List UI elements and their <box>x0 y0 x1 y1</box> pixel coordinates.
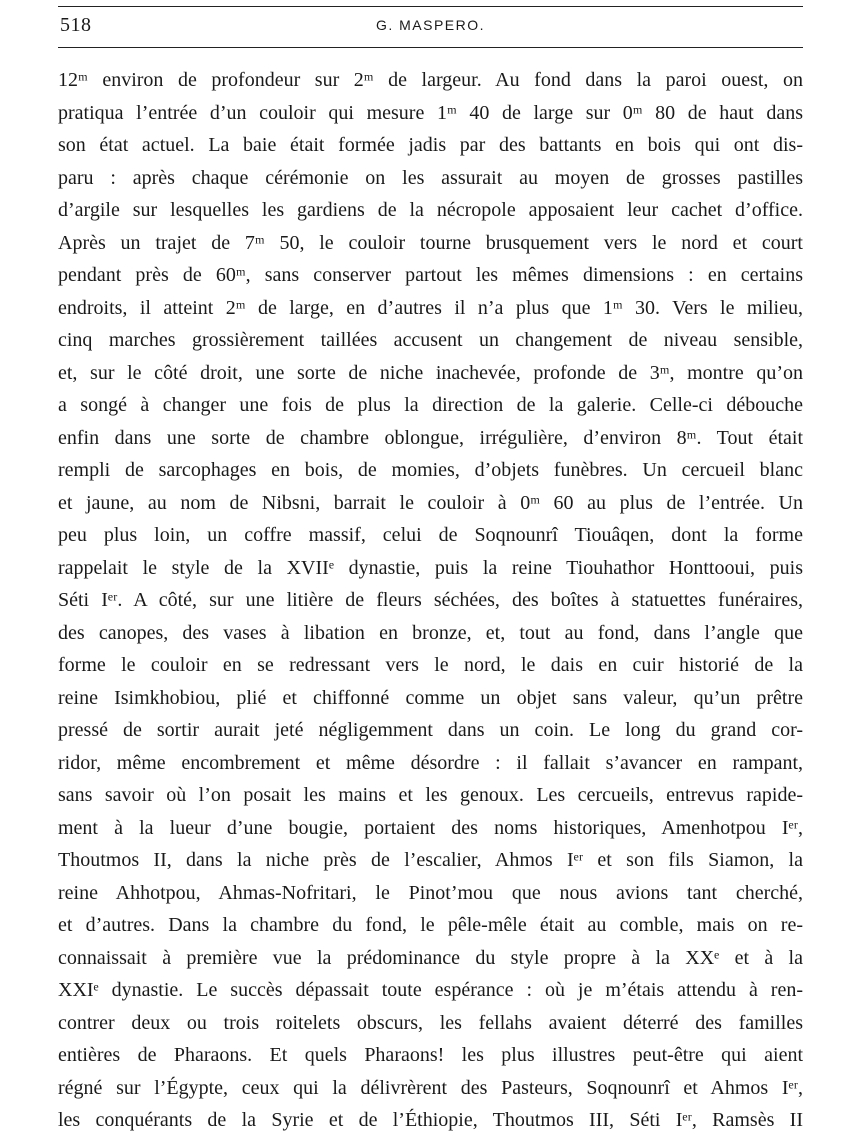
text-line <box>58 649 803 682</box>
text-line-content: entières de Pharaons. Et quels Pharaons! les plus illustres peut-être qui aient <box>58 1044 803 1066</box>
text-line <box>58 1104 803 1137</box>
text-line <box>58 877 803 910</box>
text-line-content: rappelait le style de la XVIIᵉ dynastie, puis la reine Tiouhathor Honttooui, puis <box>58 556 803 579</box>
text-line <box>58 389 803 422</box>
text-line-content: enfin dans une sorte de chambre oblongue, irrégulière, d’environ 8ᵐ. Tout était <box>58 426 803 449</box>
text-line-content: ridor, même encombrement et même désordre : il fallait s’avancer en rampant, <box>58 751 803 774</box>
text-line-content: rempli de sarcophages en bois, de momies, d’objets funèbres. Un cercueil blanc <box>58 459 803 481</box>
text-line <box>58 812 803 845</box>
text-line <box>58 747 803 780</box>
text-line <box>58 162 803 195</box>
text-line <box>58 324 803 357</box>
text-line-content: et d’autres. Dans la chambre du fond, le pêle-mêle était au comble, mais on re- <box>58 914 803 936</box>
text-line <box>58 617 803 650</box>
text-line <box>58 779 803 812</box>
text-line-content: et, sur le côté droit, une sorte de niche inachevée, profonde de 3ᵐ, montre qu’on <box>58 361 803 384</box>
text-line-content: a songé à changer une fois de plus la direction de la galerie. Celle-ci débouche <box>58 394 803 416</box>
text-line-content: reine Isimkhobiou, plié et chiffonné comme un objet sans valeur, qu’un prêtre <box>58 686 803 709</box>
text-line-content: Après un trajet de 7ᵐ 50, le couloir tourne brusquement vers le nord et court <box>58 231 803 254</box>
text-line <box>58 259 803 292</box>
text-line <box>58 974 803 1007</box>
text-line <box>58 97 803 130</box>
text-line <box>58 584 803 617</box>
text-line-content: Séti Iᵉʳ. A côté, sur une litière de fleurs séchées, des boîtes à statuettes funéraires, <box>58 589 803 611</box>
text-line-content: reine Ahhotpou, Ahmas-Nofritari, le Pinot’mou que nous avions tant cherché, <box>58 881 803 904</box>
text-line-content: des canopes, des vases à libation en bronze, et, tout au fond, dans l’angle que <box>58 621 803 644</box>
text-line <box>58 292 803 325</box>
text-line <box>58 1007 803 1040</box>
text-line-content: cinq marches grossièrement taillées accusent un changement de niveau sensible, <box>58 329 803 351</box>
text-line <box>58 194 803 227</box>
text-line-content: pratiqua l’entrée d’un couloir qui mesure 1ᵐ 40 de large sur 0ᵐ 80 de haut dans <box>58 101 803 124</box>
page-number: 518 <box>60 14 92 36</box>
text-line <box>58 487 803 520</box>
text-line-content: les conquérants de la Syrie et de l’Éthiopie, Thoutmos III, Séti Iᵉʳ, Ramsès II <box>58 1109 803 1131</box>
text-line <box>58 357 803 390</box>
text-line-content: endroits, il atteint 2ᵐ de large, en d’autres il n’a plus que 1ᵐ 30. Vers le milieu, <box>58 296 803 319</box>
page-header <box>58 14 803 38</box>
running-head: G. MASPERO. <box>375 17 486 33</box>
text-line-content: ment à la lueur d’une bougie, portaient des noms historiques, Amenhotpou Iᵉʳ, <box>58 816 803 839</box>
text-line <box>58 552 803 585</box>
text-line-content: peu plus loin, un coffre massif, celui de Soqnounrî Tiouâqen, dont la forme <box>58 524 803 546</box>
text-line-content: connaissait à première vue la prédominance du style propre à la XXᵉ et à la <box>58 946 803 969</box>
text-line <box>58 1072 803 1105</box>
text-line-content: forme le couloir en se redressant vers le nord, le dais en cuir historié de la <box>58 654 803 676</box>
text-line-content: contrer deux ou trois roitelets obscurs, les fellahs avaient déterré des familles <box>58 1011 803 1034</box>
text-line-content: régné sur l’Égypte, ceux qui la délivrèrent des Pasteurs, Soqnounrî et Ahmos Iᵉʳ, <box>58 1076 803 1099</box>
text-line <box>58 909 803 942</box>
text-line <box>58 422 803 455</box>
header-rule-bottom <box>58 47 803 48</box>
text-line <box>58 682 803 715</box>
body-text <box>58 64 803 1137</box>
text-line <box>58 227 803 260</box>
text-line <box>58 844 803 877</box>
header-rule-top <box>58 6 803 7</box>
text-line <box>58 1039 803 1072</box>
text-line-content: Thoutmos II, dans la niche près de l’escalier, Ahmos Iᵉʳ et son fils Siamon, la <box>58 849 803 871</box>
text-line-content: XXIᵉ dynastie. Le succès dépassait toute espérance : où je m’étais attendu à ren- <box>58 979 803 1001</box>
text-line <box>58 519 803 552</box>
text-line <box>58 129 803 162</box>
text-line-content: d’argile sur lesquelles les gardiens de la nécropole apposaient leur cachet d’office. <box>58 199 803 221</box>
text-line <box>58 454 803 487</box>
text-line-content: sans savoir où l’on posait les mains et les genoux. Les cercueils, entrevus rapide- <box>58 784 803 806</box>
text-line <box>58 714 803 747</box>
text-line-content: pendant près de 60ᵐ, sans conserver partout les mêmes dimensions : en certains <box>58 264 803 286</box>
text-line-content: son état actuel. La baie était formée jadis par des battants en bois qui ont dis- <box>58 134 803 156</box>
text-line <box>58 942 803 975</box>
text-line-content: et jaune, au nom de Nibsni, barrait le couloir à 0ᵐ 60 au plus de l’entrée. Un <box>58 491 803 514</box>
text-line-content: paru : après chaque cérémonie on les assurait au moyen de grosses pastilles <box>58 166 803 189</box>
text-line <box>58 64 803 97</box>
text-line-content: pressé de sortir aurait jeté négligemment dans un coin. Le long du grand cor- <box>58 719 803 741</box>
text-line-content: 12ᵐ environ de profondeur sur 2ᵐ de largeur. Au fond dans la paroi ouest, on <box>58 69 803 91</box>
